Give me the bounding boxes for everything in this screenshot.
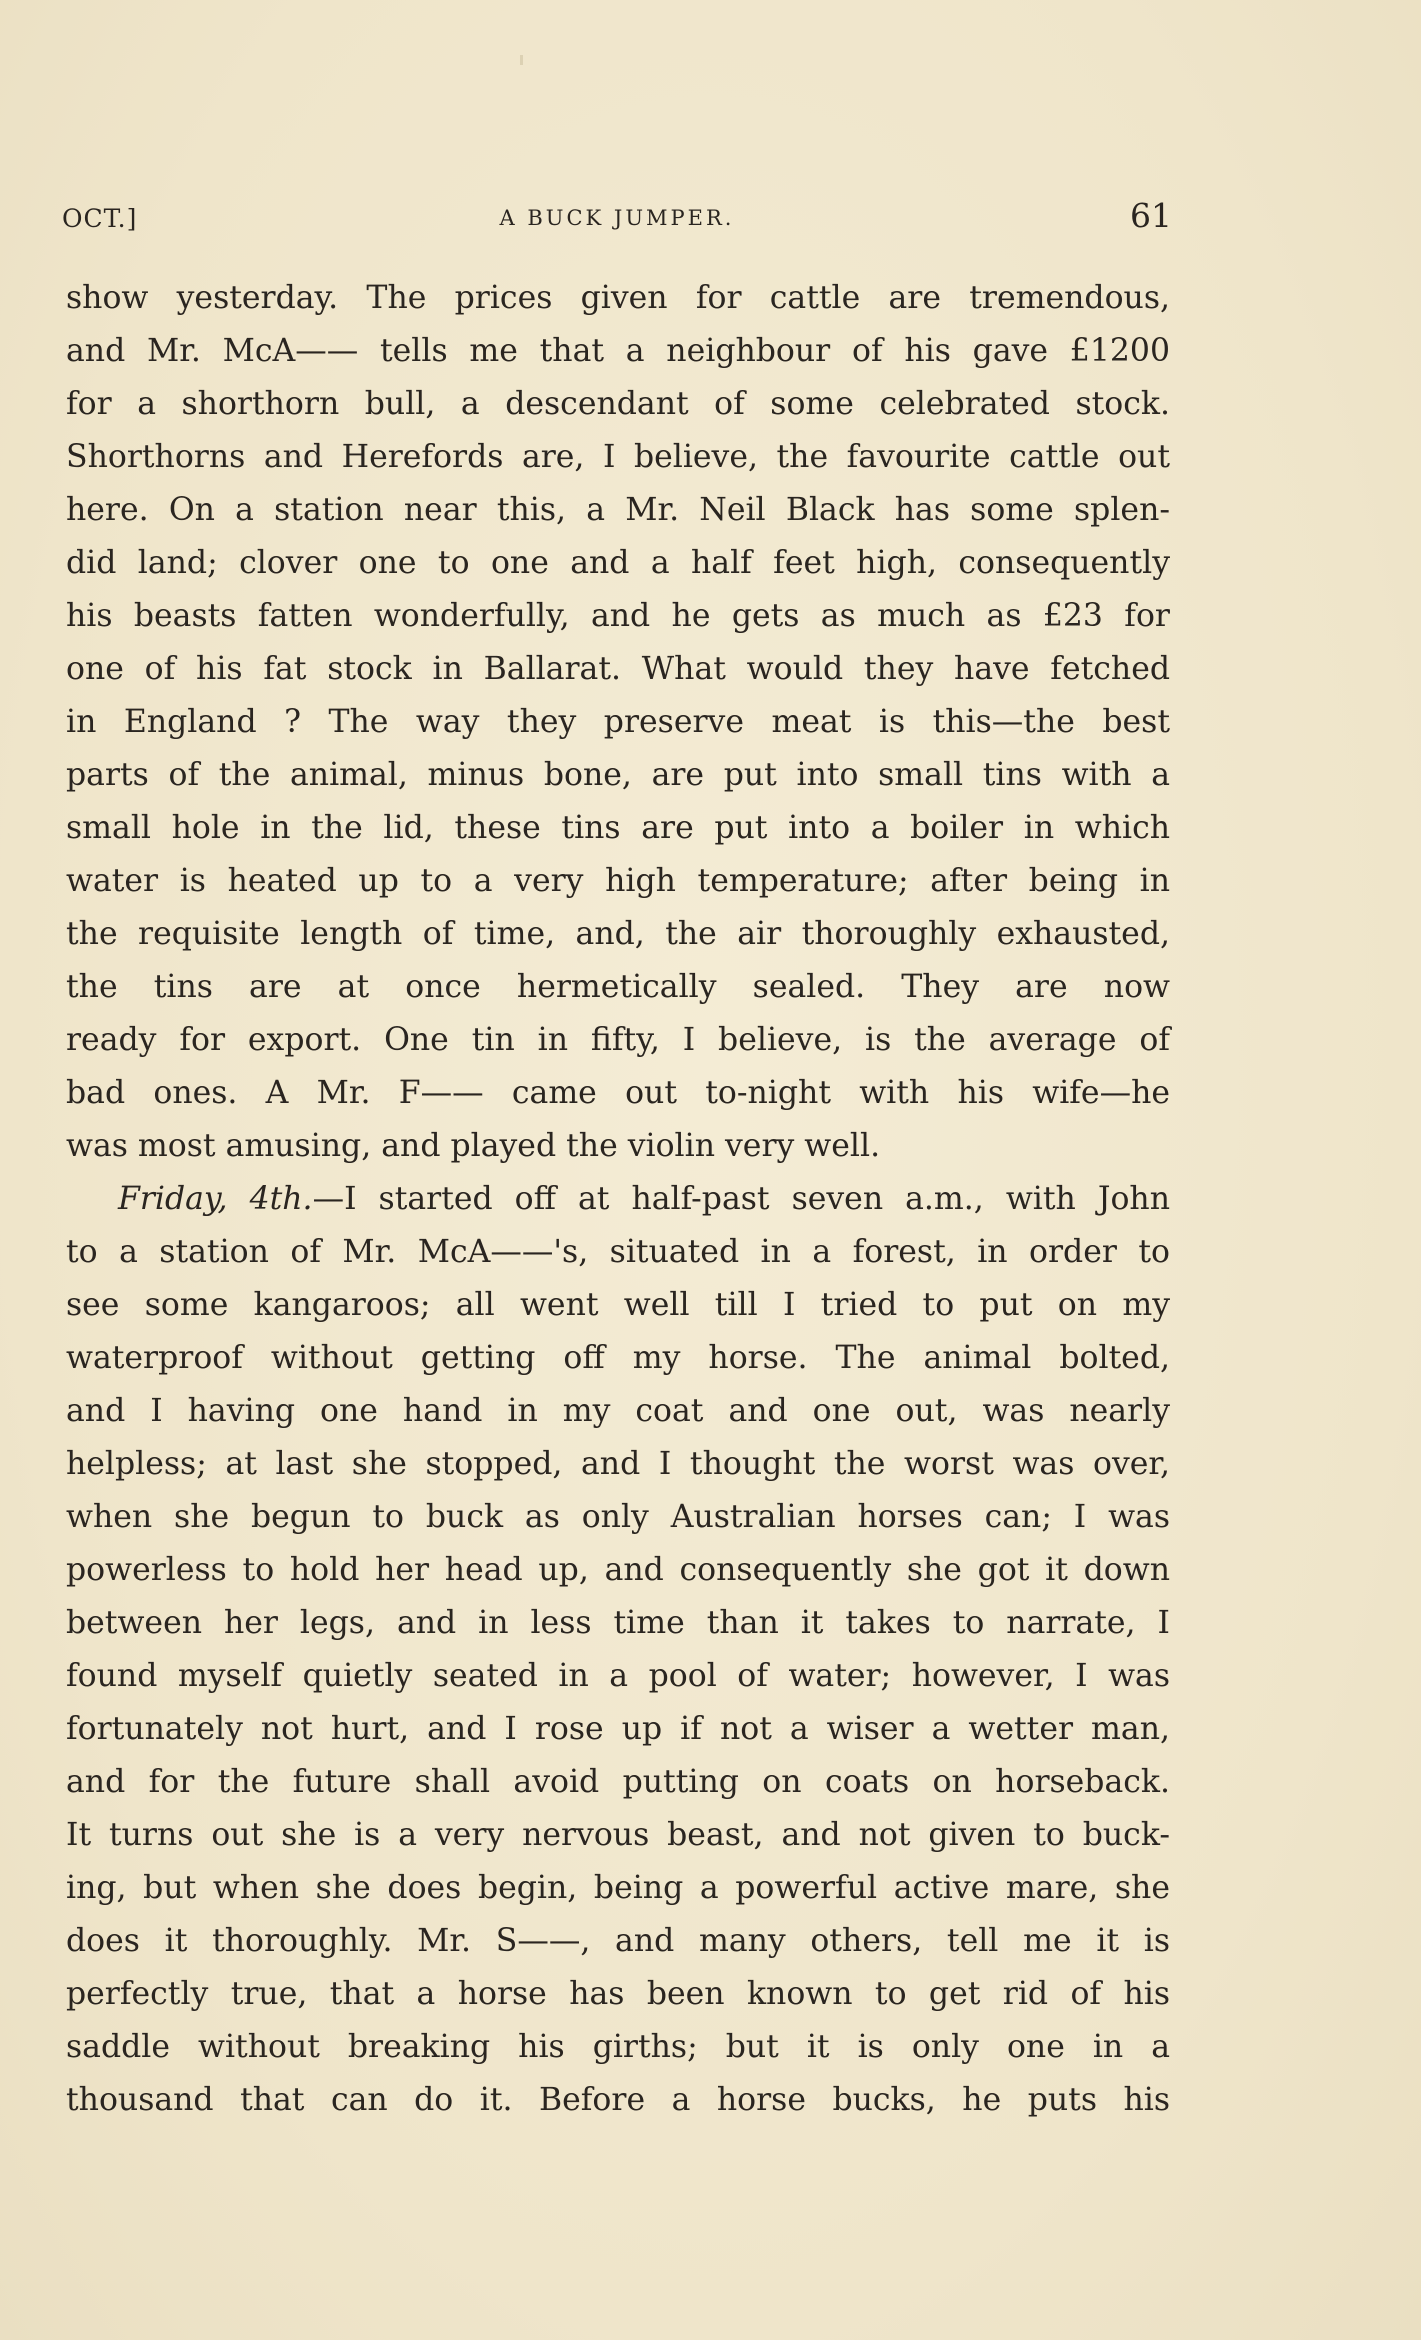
text-line: It turns out she is a very nervous beast, and not given to buck-: [66, 1817, 1170, 1853]
text-line: fortunately not hurt, and I rose up if not a wiser a wetter man,: [66, 1711, 1170, 1747]
text-line: water is heated up to a very high temperature; after being in: [66, 863, 1170, 899]
text-line: and for the future shall avoid putting on coats on horseback.: [66, 1764, 1170, 1800]
header-title: A BUCK JUMPER.: [499, 206, 735, 230]
header-month: OCT.]: [62, 204, 138, 233]
paragraph-first-line: [66, 1173, 1170, 1226]
text-line: saddle without breaking his girths; but it is only one in a: [66, 2029, 1170, 2065]
text-line: when she begun to buck as only Australian horses can; I was: [66, 1499, 1170, 1535]
text-line: was most amusing, and played the violin very well.: [66, 1128, 881, 1164]
text-line: powerless to hold her head up, and consequently she got it down: [66, 1552, 1170, 1588]
date-heading: Friday, 4th.: [118, 1181, 313, 1217]
text-line: found myself quietly seated in a pool of water; however, I was: [66, 1658, 1170, 1694]
text-line: see some kangaroos; all went well till I tried to put on my: [66, 1287, 1170, 1323]
text-line: helpless; at last she stopped, and I thought the worst was over,: [66, 1446, 1170, 1482]
text-line: in England ? The way they preserve meat is this—the best: [66, 704, 1170, 740]
text-line: the requisite length of time, and, the air thoroughly exhausted,: [66, 916, 1170, 952]
text-line: his beasts fatten wonderfully, and he gets as much as £23 for: [66, 598, 1170, 634]
text-line: and I having one hand in my coat and one out, was nearly: [66, 1393, 1170, 1429]
text-line: small hole in the lid, these tins are put into a boiler in which: [66, 810, 1170, 846]
text-line: does it thoroughly. Mr. S——, and many others, tell me it is: [66, 1923, 1170, 1959]
text-line: show yesterday. The prices given for cattle are tremendous,: [66, 280, 1170, 316]
page-number: 61: [1130, 196, 1172, 235]
text-line: did land; clover one to one and a half feet high, consequently: [66, 545, 1170, 581]
running-header: [62, 196, 1172, 246]
text-line: for a shorthorn bull, a descendant of some celebrated stock.: [66, 386, 1170, 422]
text-line: here. On a station near this, a Mr. Neil Black has some splen-: [66, 492, 1170, 528]
text-line: perfectly true, that a horse has been known to get rid of his: [66, 1976, 1170, 2012]
text-line: and Mr. McA—— tells me that a neighbour of his gave £1200: [66, 333, 1170, 369]
text-line: between her legs, and in less time than it takes to narrate, I: [66, 1605, 1170, 1641]
text-line: thousand that can do it. Before a horse bucks, he puts his: [66, 2082, 1170, 2118]
text-line: the tins are at once hermetically sealed. They are now: [66, 969, 1170, 1005]
text-line: one of his fat stock in Ballarat. What would they have fetched: [66, 651, 1170, 687]
text-line: waterproof without getting off my horse. The animal bolted,: [66, 1340, 1170, 1376]
text-line: ing, but when she does begin, being a powerful active mare, she: [66, 1870, 1170, 1906]
body-text: [66, 272, 1170, 2127]
text-line: bad ones. A Mr. F—— came out to-night with his wife—he: [66, 1075, 1170, 1111]
text-line: ready for export. One tin in fifty, I believe, is the average of: [66, 1022, 1170, 1058]
text-line: to a station of Mr. McA——'s, situated in a forest, in order to: [66, 1234, 1170, 1270]
text-line: Shorthorns and Herefords are, I believe, the favourite cattle out: [66, 439, 1170, 475]
paragraph-first-line-text: —I started off at half-past seven a.m., with John: [312, 1181, 1170, 1217]
paper-speck: [520, 55, 523, 65]
text-line: parts of the animal, minus bone, are put into small tins with a: [66, 757, 1170, 793]
